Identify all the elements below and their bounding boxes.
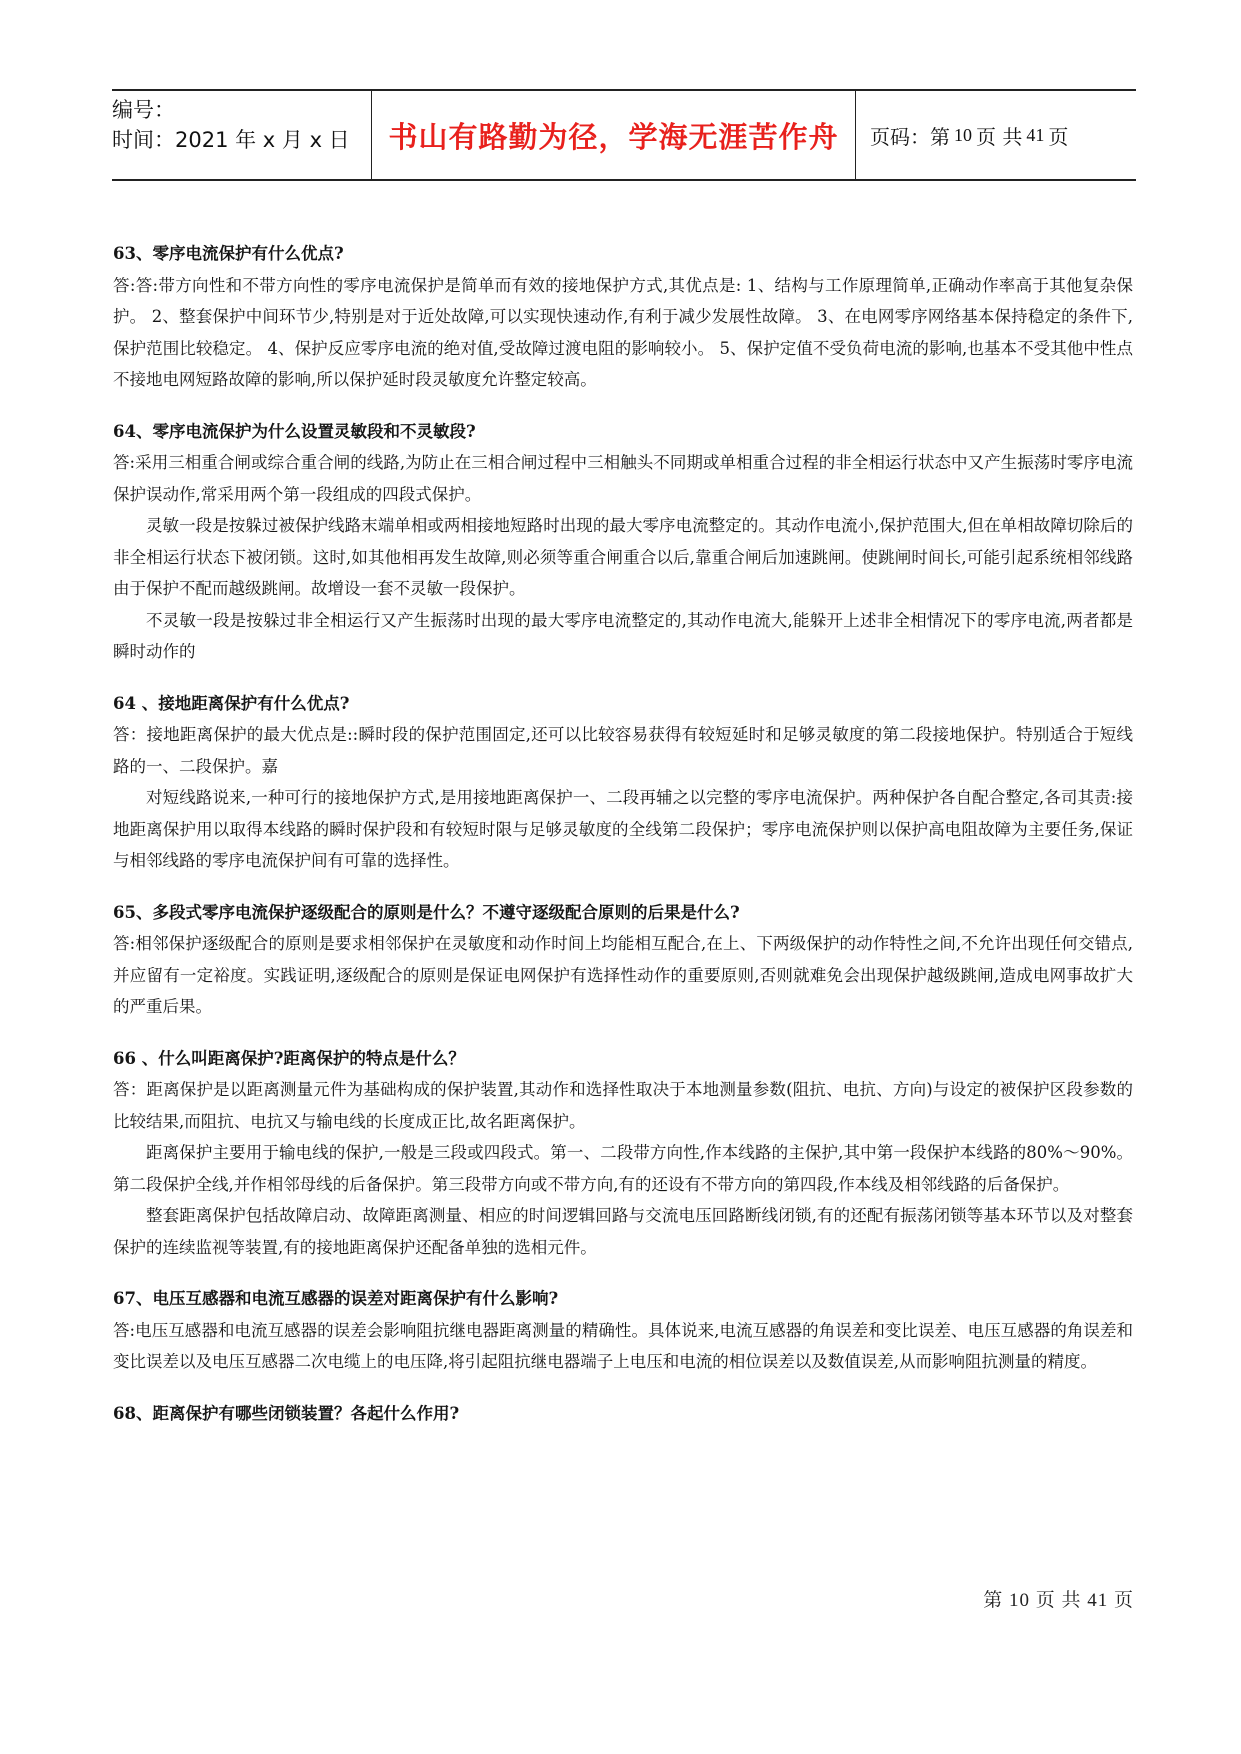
- answer-paragraph: 距离保护主要用于输电线的保护,一般是三段或四段式。第一、二段带方向性,作本线路的主保护,其中第一段保护本线路的80%～90%。第二段保护全线,并作相邻母线的后备保护。第三段带方向或不带方向,有的还设有不带方向的第四段,作本线及相邻线路的后备保护。: [113, 1143, 1133, 1194]
- question-heading: 66 、什么叫距离保护?距离保护的特点是什么？: [113, 1048, 465, 1068]
- header-page-info: [856, 91, 1136, 179]
- answer-paragraph: 答：距离保护是以距离测量元件为基础构成的保护装置,其动作和选择性取决于本地测量参数(阻抗、电抗、方向)与设定的被保护区段参数的比较结果,而阻抗、电抗又与输电线的长度成正比,故名距离保护。: [113, 1080, 1133, 1131]
- answer-paragraph: 答:答:带方向性和不带方向性的零序电流保护是简单而有效的接地保护方式,其优点是: 1、结构与工作原理简单,正确动作率高于其他复杂保护。 2、整套保护中间环节少,特别是对于近处故障,可以实现快速动作,有利于减少发展性故障。 3、在电网零序网络基本保持稳定的条件下,保护范围比较稳定。 4、保护反应零序电流的绝对值,受故障过渡电阻的影响较小。 5、保护定值不受负荷电流的影响,也基本不受其他中性点不接地电网短路故障的影响,所以保护延时段灵敏度允许整定较高。: [113, 275, 1133, 389]
- answer-paragraph: 答:相邻保护逐级配合的原则是要求相邻保护在灵敏度和动作时间上均能相互配合,在上、下两级保护的动作特性之间,不允许出现任何交错点,并应留有一定裕度。实践证明,逐级配合的原则是保证电网保护有选择性动作的重要原则,否则就难免会出现保护越级跳闸,造成电网事故扩大的严重后果。: [113, 934, 1133, 1016]
- document-number-label: 编号：: [112, 98, 175, 122]
- answer-paragraph: 对短线路说来,一种可行的接地保护方式,是用接地距离保护一、二段再辅之以完整的零序电流保护。两种保护各自配合整定,各司其责:接地距离保护用以取得本线路的瞬时保护段和有较短时限与足够灵敏度的全线第二段保护；零序电流保护则以保护高电阻故障为主要任务,保证与相邻线路的零序电流保护间有可靠的选择性。: [113, 788, 1133, 870]
- page-mid: 页 共: [976, 124, 1023, 149]
- question-heading: 68、距离保护有哪些闭锁装置？各起什么作用?: [113, 1403, 460, 1423]
- header-motto-cell: [372, 91, 856, 179]
- document-date: 时间：2021 年 x 月 x 日: [112, 128, 350, 152]
- answer-paragraph: 答：接地距离保护的最大优点是::瞬时段的保护范围固定,还可以比较容易获得有较短延时和足够灵敏度的第二段接地保护。特别适合于短线路的一、二段保护。嘉: [113, 725, 1133, 776]
- question-heading: 63、零序电流保护有什么优点?: [113, 244, 344, 263]
- question-heading: 67、电压互感器和电流互感器的误差对距离保护有什么影响?: [113, 1289, 559, 1308]
- motto: 书山有路勤为径，学海无涯苦作舟: [388, 119, 839, 154]
- question-heading: 64、零序电流保护为什么设置灵敏段和不灵敏段?: [113, 421, 476, 441]
- header-meta: [112, 91, 372, 179]
- page-current: 10: [954, 124, 972, 145]
- document-body: [113, 238, 1133, 1429]
- page-suffix: 页: [1048, 124, 1069, 149]
- answer-paragraph: 灵敏一段是按躲过被保护线路末端单相或两相接地短路时出现的最大零序电流整定的。其动作电流小,保护范围大,但在单相故障切除后的非全相运行状态下被闭锁。这时,如其他相再发生故障,则必须等重合闸重合以后,靠重合闸后加速跳闸。使跳闸时间长,可能引起系统相邻线路由于保护不配而越级跳闸。故增设一套不灵敏一段保护。: [113, 516, 1133, 598]
- page-footer: 第 10 页 共 41 页: [983, 1590, 1134, 1611]
- answer-paragraph: 答:电压互感器和电流互感器的误差会影响阻抗继电器距离测量的精确性。具体说来,电流互感器的角误差和变比误差、电压互感器的角误差和变比误差以及电压互感器二次电缆上的电压降,将引起阻抗继电器端子上电压和电流的相位误差以及数值误差,从而影响阻抗测量的精度。: [113, 1320, 1133, 1371]
- page-prefix: 页码：第: [870, 124, 950, 149]
- page-total: 41: [1026, 124, 1045, 145]
- question-heading: 65、多段式零序电流保护逐级配合的原则是什么？不遵守逐级配合原则的后果是什么?: [113, 902, 740, 922]
- page-header: [112, 89, 1136, 181]
- answer-paragraph: 答:采用三相重合闸或综合重合闸的线路,为防止在三相合闸过程中三相触头不同期或单相重合过程的非全相运行状态中又产生振荡时零序电流保护误动作,常采用两个第一段组成的四段式保护。: [113, 453, 1133, 504]
- answer-paragraph: 整套距离保护包括故障启动、故障距离测量、相应的时间逻辑回路与交流电压回路断线闭锁,有的还配有振荡闭锁等基本环节以及对整套保护的连续监视等装置,有的接地距离保护还配备单独的选相元件。: [113, 1206, 1133, 1257]
- answer-paragraph: 不灵敏一段是按躲过非全相运行又产生振荡时出现的最大零序电流整定的,其动作电流大,能躲开上述非全相情况下的零序电流,两者都是瞬时动作的: [113, 610, 1133, 661]
- question-heading: 64 、接地距离保护有什么优点?: [113, 693, 350, 713]
